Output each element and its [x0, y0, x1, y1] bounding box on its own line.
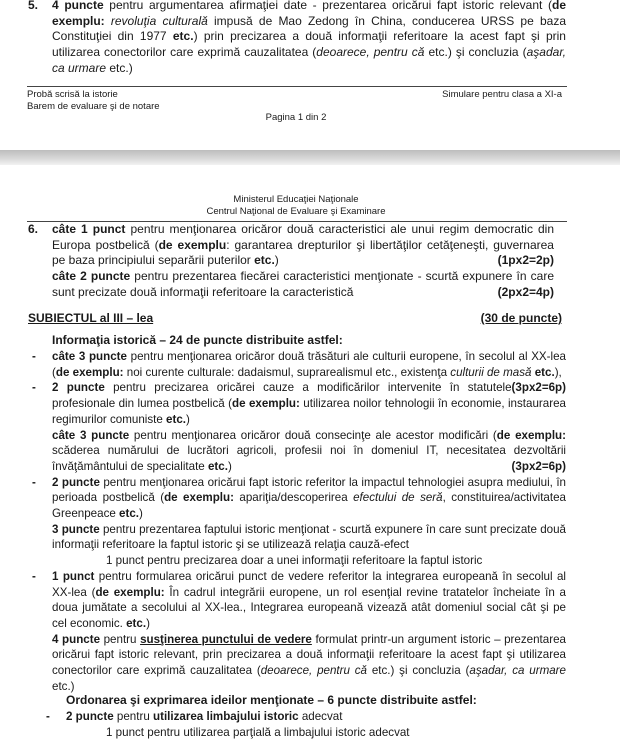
bullet-marker: - — [32, 475, 36, 489]
text-run: etc.) şi concluzia ( — [424, 45, 527, 60]
text-run: susţinerea punctului de vedere — [140, 632, 312, 646]
text-run: etc. — [534, 365, 555, 379]
info-heading: Informaţia istorică – 24 de puncte distribuite astfel: — [52, 333, 343, 347]
text-run: culturii de masă — [450, 365, 532, 379]
text-run: etc. — [254, 253, 275, 268]
order-heading: Ordonarea şi exprimarea ideilor menţionate – 6 puncte distribuite astfel: — [66, 693, 477, 707]
text-run: utilizarea limbajului istoric — [153, 710, 299, 723]
points-label: (3px2=6p) — [511, 381, 566, 395]
text-run: noi curente culturale: dadaismul, suprarealismul etc., existenţa — [123, 365, 451, 379]
text-run: de exemplu: — [496, 428, 566, 442]
text-run: ) — [274, 253, 279, 268]
item-5-text — [52, 0, 566, 77]
header-center: Centrul Naţional de Evaluare şi Examinare — [206, 206, 386, 217]
text-run: ) — [227, 459, 232, 473]
criterion-partial: 1 punct pentru utilizarea parţială a limbajului istoric adecvat — [106, 725, 410, 739]
points-label: (2px2=4p) — [497, 284, 554, 299]
item-6-text — [52, 222, 554, 301]
criterion — [32, 475, 567, 522]
text-run: etc.) şi concluzia ( — [367, 664, 470, 678]
text-run: 3 puncte — [52, 522, 100, 536]
text-run: 4 puncte — [52, 0, 104, 12]
header-ministry: Ministerul Educaţiei Naţionale — [233, 194, 359, 205]
item-6-paragraph-1 — [52, 222, 554, 269]
points-label: (3px2=6p) — [511, 459, 566, 473]
text-run: de exemplu: — [232, 397, 300, 411]
text-run: de exemplu: — [55, 365, 124, 379]
info-criteria — [32, 349, 567, 694]
text-run: , constituirea/activitatea Greenpeace — [52, 491, 566, 521]
order-criteria — [46, 709, 566, 740]
text-run: 2 puncte — [66, 710, 114, 723]
text-run: ) — [139, 507, 143, 521]
text-run: de exemplu: — [164, 491, 234, 505]
item-number: 6. — [28, 222, 39, 236]
text-run: câte 1 punct — [52, 222, 126, 236]
footer-right: Simulare pentru clasa a XI-a — [442, 89, 562, 100]
text-run: de exemplu: — [95, 585, 165, 599]
text-run: etc.) — [106, 60, 133, 75]
bullet-marker: - — [32, 350, 36, 363]
text-run: : garantarea drepturilor şi libertăţilor cetăţeneşti, guvernarea pe baza principiului separării puterilor — [52, 237, 554, 268]
text-run: 2 puncte — [52, 381, 105, 395]
criterion — [52, 632, 566, 695]
text-run: câte 3 puncte — [52, 428, 130, 442]
text-run: ) prin precizarea a două informaţii referitoare la acest fapt şi prin utilizarea conectorilor care exprimă cauzalitatea ( — [52, 29, 566, 60]
text-run: ) — [146, 616, 150, 630]
text-run: câte 2 puncte — [52, 269, 131, 284]
text-run: pentru prezentarea fiecărei caracteristici menţionate - scurtă expunere în care sunt precizate două informaţii referitoare la caracteristică — [52, 269, 554, 299]
text-run: pentru argumentarea afirmaţiei date - prezentarea oricărui fapt istoric relevant ( — [103, 0, 552, 12]
criterion — [52, 522, 566, 553]
text-run: pentru — [113, 710, 153, 723]
text-run: câte 3 puncte — [52, 350, 127, 363]
bullet-marker: - — [32, 569, 36, 583]
text-run: etc. — [166, 412, 187, 426]
text-run: ) — [186, 412, 190, 426]
text-run: etc. — [126, 616, 147, 630]
text-run: aşadar, ca urmare — [52, 45, 566, 75]
text-run: 4 puncte — [52, 632, 101, 646]
footer-left-1: Probă scrisă la istorie — [27, 89, 118, 100]
text-run: aşadar, ca urmare — [469, 664, 566, 678]
text-run: etc. — [119, 507, 140, 521]
text-run: scăderea numărului de lucrători agricoli, profesii noi în domeniul IT, necesitatea dezvoltării învăţământului de specialitate — [52, 444, 566, 473]
footer-divider — [27, 86, 567, 87]
bullet-marker: - — [46, 710, 50, 723]
text-run: deoarece, pentru că — [316, 45, 425, 60]
text-run: etc. — [207, 459, 228, 473]
text-run: ), — [554, 365, 562, 379]
text-run: etc.) — [52, 679, 75, 693]
text-run: pentru prezentarea faptului istoric menţionat - scurtă expunere în care sunt precizate două informaţii referitoare la faptul istoric şi se utilizează relaţia cauză-efect — [52, 522, 566, 552]
text-run: În cadrul integrării europene, un rol esenţial revine tratatelor încheiate în a doua jumătate a secolului al XX-lea., Integrarea europeană vizează atât domeniul social cât şi pe cel economic. — [52, 585, 566, 630]
page-separator — [0, 150, 620, 165]
text-run: utilizarea noilor tehnologii în economie, instaurarea regimurilor comuniste — [52, 397, 566, 426]
bullet-marker: - — [32, 381, 36, 395]
text-run: pentru menţionarea oricărui fapt istoric referitor la impactul tehnologiei asupra mediului, în perioada postbelică ( — [52, 475, 567, 505]
text-run: apariţia/descoperirea — [233, 491, 354, 505]
text-run: deoarece, pentru că — [260, 664, 368, 678]
text-run: 1 punct — [52, 569, 95, 583]
text-run: etc. — [172, 29, 194, 44]
text-run: pentru — [100, 632, 141, 646]
text-run: adecvat — [298, 710, 343, 723]
item-6-paragraph-2 — [52, 269, 554, 300]
criterion — [32, 380, 566, 427]
text-run: pentru menţionarea oricăror două trăsături ale culturii europene, în secolul al XX-lea ( — [52, 350, 566, 379]
text-run: formulat printr-un argument istoric – prezentarea oricărui fapt istoric relevant, prin precizarea a două informaţii referitoare la acest fapt şi utilizarea conectorilor care exprimă cauzalitatea ( — [52, 632, 566, 678]
text-run: pentru formularea oricărui punct de vedere referitor la integrarea europeană în secolul al XX-lea ( — [52, 569, 566, 599]
subject-points: (30 de puncte) — [480, 311, 562, 325]
page-number: Pagina 1 din 2 — [265, 112, 327, 123]
text-run: revoluţia culturală — [110, 13, 208, 28]
text-run: pentru menţionarea oricăror două consecinţe ale acestor modificări ( — [129, 428, 497, 442]
text-run: de exemplu: — [52, 0, 566, 28]
criterion — [32, 569, 566, 632]
footer-left-2: Barem de evaluare şi de notare — [27, 101, 160, 112]
text-run: de exemplu — [158, 237, 227, 252]
points-label: (1px2=2p) — [497, 253, 554, 268]
criterion-partial: 1 punct pentru precizarea doar a unei informaţii referitoare la faptul istoric — [106, 554, 483, 568]
text-run: efectului de seră — [353, 491, 443, 505]
text-run: pentru precizarea oricărei cauze a modificărilor intervenite în statutele profesionale din lumea postbelică ( — [52, 381, 512, 411]
text-run: 2 puncte — [52, 475, 100, 489]
criterion — [46, 709, 566, 725]
text-run: pentru menţionarea oricăror două caracteristici ale unui regim democratic din Europa postbelică ( — [52, 222, 554, 252]
subject-title: SUBIECTUL al III – lea — [28, 311, 154, 325]
text-run: impusă de Mao Zedong în China, conducerea URSS pe baza Constituţiei din 1977 — [52, 13, 566, 44]
criterion — [52, 428, 566, 475]
item-number: 5. — [28, 0, 39, 12]
